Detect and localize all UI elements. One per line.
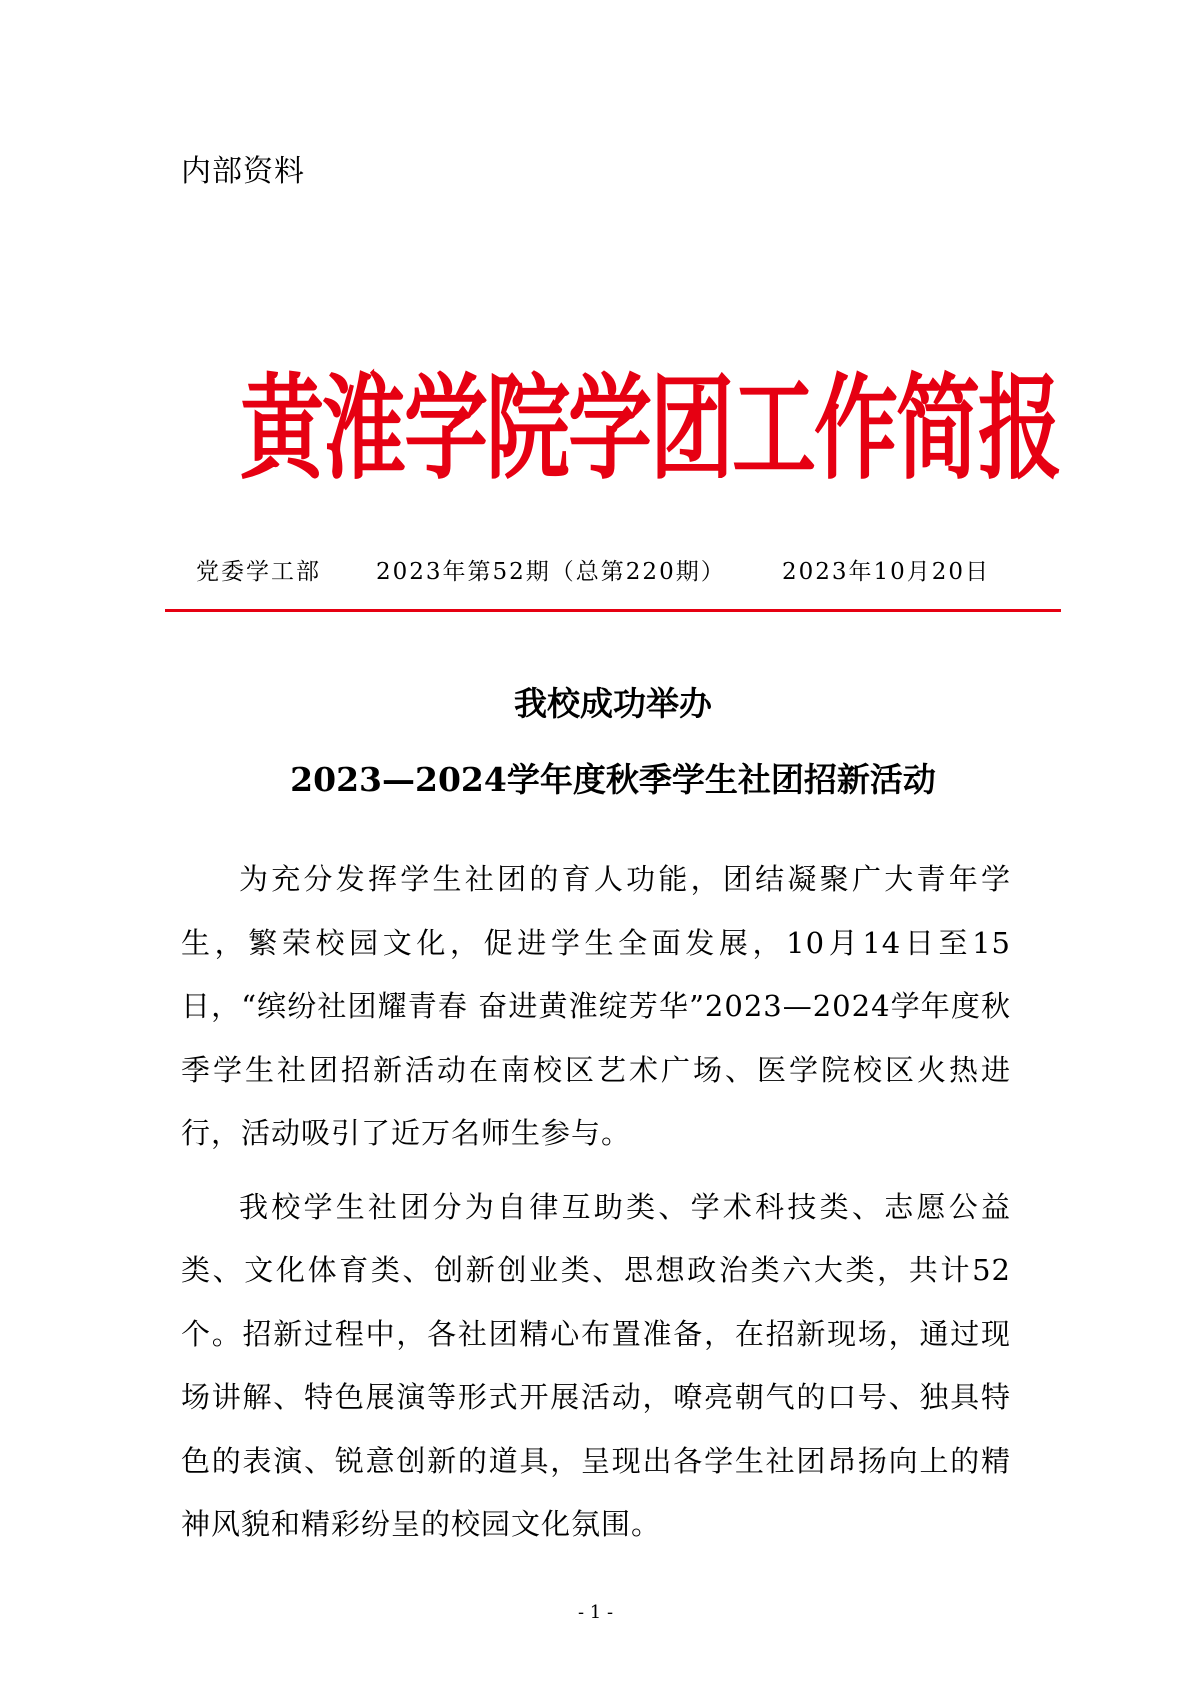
issuer-department: 党委学工部 [196,559,321,585]
article-headline-line-2: 2023—2024学年度秋季学生社团招新活动 [290,760,936,799]
classification-label: 内部资料 [181,154,305,189]
issue-date: 2023年10月20日 [782,559,991,585]
article-headline-line-1: 我校成功举办 [514,684,712,723]
masthead-title: 黄淮学院学团工作简报 [240,362,1061,495]
red-divider [165,609,1061,612]
body-paragraph-1: 为充分发挥学生社团的育人功能，团结凝聚广大青年学生，繁荣校园文化，促进学生全面发展，10月14日至15日，“缤纷社团耀青春 奋进黄淮绽芳华”2023—2024学年度秋季学生社团招新活动在南校区艺术广场、医学院校区火热进行，活动吸引了近万名师生参与。 [181,862,1011,1150]
page-number: - 1 - [577,1602,614,1623]
issue-number: 2023年第52期（总第220期） [376,559,726,585]
article-body [181,848,1011,1557]
body-paragraph-2: 我校学生社团分为自律互助类、学术科技类、志愿公益类、文化体育类、创新创业类、思想政治类六大类，共计52个。招新过程中，各社团精心布置准备，在招新现场，通过现场讲解、特色展演等形式开展活动，嘹亮朝气的口号、独具特色的表演、锐意创新的道具，呈现出各学生社团昂扬向上的精神风貌和精彩纷呈的校园文化氛围。 [181,1189,1011,1541]
